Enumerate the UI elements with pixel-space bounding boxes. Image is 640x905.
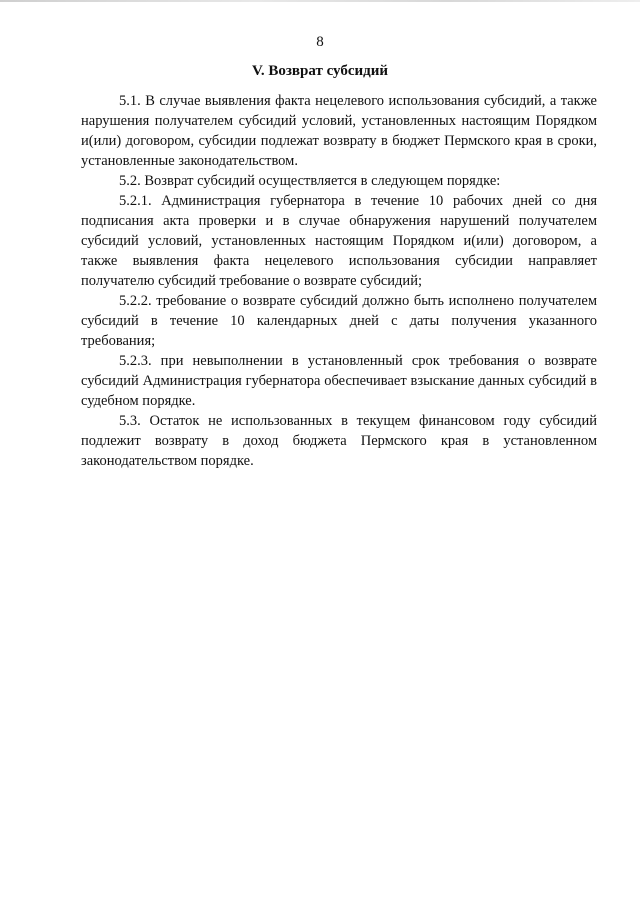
paragraph-5-2-3: 5.2.3. при невыполнении в установленный срок требования о возврате субсидий Администрация губернатора обеспечивает взыскание данных субсидий в судебном порядке. xyxy=(81,353,597,409)
paragraph-5-3: 5.3. Остаток не использованных в текущем финансовом году субсидий подлежит возврату в доход бюджета Пермского края в установленном законодательством порядке. xyxy=(81,413,597,469)
paragraph-5-1: 5.1. В случае выявления факта нецелевого использования субсидий, а также нарушения получателем субсидий условий, установленных настоящим Порядком и(или) договором, субсидии подлежат возврату в бюджет Пермского края в сроки, установленные законодательством. xyxy=(81,93,597,169)
scan-edge xyxy=(0,0,640,2)
paragraph-5-2-1: 5.2.1. Администрация губернатора в течение 10 рабочих дней со дня подписания акта проверки и в случае обнаружения нарушений получателем субсидий условий, установленных настоящим Порядком и(или) договором, а также выявления факта нецелевого использования субсидии направляет получателю субсидий требование о возврате субсидий; xyxy=(81,193,597,289)
section-title: V. Возврат субсидий xyxy=(251,63,389,79)
paragraph-5-2-2: 5.2.2. требование о возврате субсидий должно быть исполнено получателем субсидий в течение 10 календарных дней с даты получения указанного требования; xyxy=(81,293,597,349)
paragraph-5-2: 5.2. Возврат субсидий осуществляется в следующем порядке: xyxy=(119,173,501,189)
page-number: 8 xyxy=(316,34,324,50)
document-body xyxy=(81,91,597,471)
